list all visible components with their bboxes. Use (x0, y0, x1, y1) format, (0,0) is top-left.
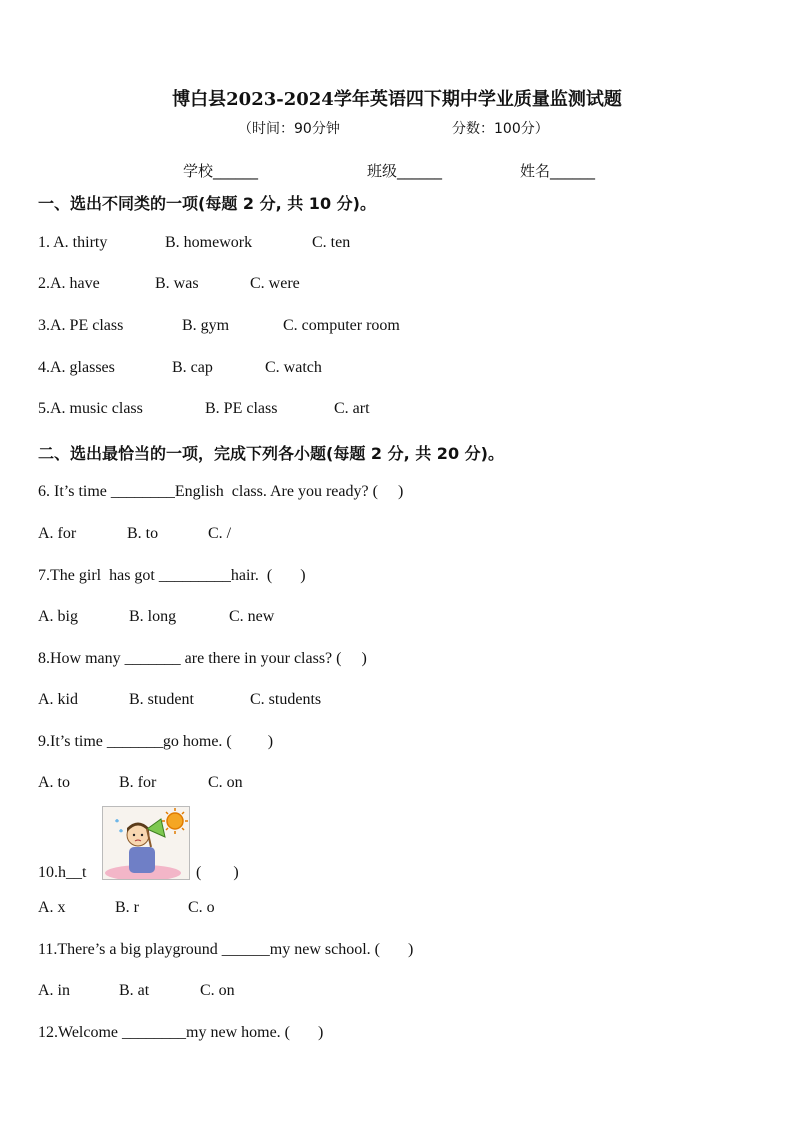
question-2-a: 2.A. have (38, 275, 100, 292)
question-3-a: 3.A. PE class (38, 317, 124, 334)
question-1-b: B. homework (165, 234, 253, 251)
question-9-b: B. for (119, 774, 157, 791)
question-12-stem: 12.Welcome ________my new home. ( ) (38, 1024, 324, 1041)
page-title: 博白县2023-2024学年英语四下期中学业质量监测试题 (172, 89, 622, 110)
question-9-c: C. on (208, 774, 243, 791)
question-10-c: C. o (188, 899, 215, 916)
question-11-b: B. at (119, 982, 150, 999)
question-8-b: B. student (129, 691, 194, 708)
child-with-fan-image (103, 807, 189, 879)
question-2-b: B. was (155, 275, 199, 292)
question-10-paren: ( ) (196, 864, 239, 881)
question-7-a: A. big (38, 608, 78, 625)
question-6-stem: 6. It’s time ________English class. Are you ready? ( ) (38, 483, 404, 500)
question-6-c: C. / (208, 525, 232, 542)
question-9-a: A. to (38, 774, 70, 791)
question-2-c: C. were (250, 275, 300, 292)
question-11-c: C. on (200, 982, 235, 999)
school-field: 学校______ (183, 162, 259, 180)
hot-weather-illustration (102, 806, 190, 880)
section-2-heading: 二、选出最恰当的一项，完成下列各小题(每题 2 分, 共 20 分)。 (38, 444, 504, 463)
question-7-b: B. long (129, 608, 177, 625)
question-5-b: B. PE class (205, 400, 278, 417)
question-5-a: 5.A. music class (38, 400, 143, 417)
name-field: 姓名______ (520, 162, 596, 180)
question-6-a: A. for (38, 525, 77, 542)
question-8-a: A. kid (38, 691, 78, 708)
question-4-c: C. watch (265, 359, 322, 376)
question-8-stem: 8.How many _______ are there in your class? ( ) (38, 650, 367, 667)
question-7-stem: 7.The girl has got _________hair. ( ) (38, 567, 306, 584)
question-7-c: C. new (229, 608, 275, 625)
question-5-c: C. art (334, 400, 370, 417)
question-6-b: B. to (127, 525, 159, 542)
section-1-heading: 一、选出不同类的一项(每题 2 分, 共 10 分)。 (38, 194, 376, 213)
class-field: 班级______ (367, 162, 443, 180)
question-10-stem: 10.h__t (38, 864, 87, 881)
question-9-stem: 9.It’s time _______go home. ( ) (38, 733, 274, 750)
question-10-b: B. r (115, 899, 139, 916)
question-4-a: 4.A. glasses (38, 359, 115, 376)
question-11-stem: 11.There’s a big playground ______my new school. ( ) (38, 941, 414, 958)
exam-time: （时间：90分钟 (238, 121, 340, 137)
question-4-b: B. cap (172, 359, 213, 376)
question-8-c: C. students (250, 691, 322, 708)
exam-score: 分数：100分） (452, 121, 549, 137)
question-1-a: 1. A. thirty (38, 234, 108, 251)
question-10-a: A. x (38, 899, 66, 916)
question-11-a: A. in (38, 982, 70, 999)
question-3-b: B. gym (182, 317, 230, 334)
question-3-c: C. computer room (283, 317, 400, 334)
question-1-c: C. ten (312, 234, 351, 251)
